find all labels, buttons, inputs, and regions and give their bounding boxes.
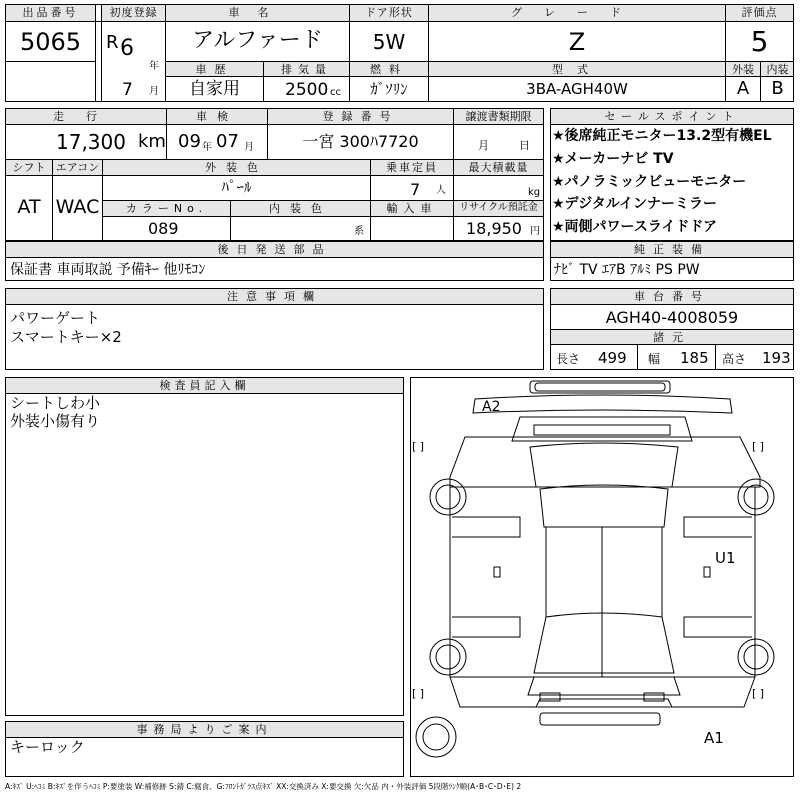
bracket-left-top: [ ] <box>412 440 425 453</box>
import-label: 輸入車 <box>386 202 438 215</box>
reg-month-unit: 月 <box>149 86 159 97</box>
capacity-label: 乗車定員 <box>386 161 438 174</box>
ext-grade: A <box>736 78 750 99</box>
inspect-label: 車検 <box>196 110 238 123</box>
plate-number: 一宮 300ﾊ7720 <box>302 132 419 151</box>
mileage-label: 走行 <box>53 110 119 123</box>
note-line: スマートキー×2 <box>10 328 122 346</box>
colorno-label: カラーNo. <box>125 202 208 215</box>
width: 185 <box>680 349 709 367</box>
inspect-month-unit: 月 <box>244 142 254 153</box>
plate-label: 登録番号 <box>322 110 399 123</box>
office-note: キーロック <box>10 738 85 756</box>
mileage-unit: km <box>138 131 166 152</box>
fuel: ｶﾞｿﾘﾝ <box>370 80 408 98</box>
load-label: 最大積載量 <box>468 161 529 174</box>
sales-item: ★パノラミックビューモニター <box>552 174 747 190</box>
bracket-right-bottom: [ ] <box>752 687 765 700</box>
sales-item: ★両側パワースライドドア <box>552 219 718 235</box>
damage-mark-a1: A1 <box>704 729 724 747</box>
reg-year: 6 <box>120 36 134 61</box>
damage-mark-a2: A2 <box>482 399 501 415</box>
reg-era: R <box>106 32 119 53</box>
chassis-label: 車台番号 <box>634 290 710 303</box>
later-label: 後日発送部品 <box>217 243 332 256</box>
int-label: 内装 <box>766 63 789 76</box>
model-label: 型式 <box>552 63 602 76</box>
history: 自家用 <box>189 79 240 99</box>
bracket-left-bottom: [ ] <box>412 687 425 700</box>
later-parts: 保証書 車両取説 予備ｷｰ 他ﾘﾓｺﾝ <box>10 262 206 278</box>
displacement: 2500 <box>285 80 329 100</box>
history-label: 車歴 <box>195 63 234 76</box>
intcolor-unit: 系 <box>354 226 364 237</box>
car-diagram <box>410 377 794 777</box>
capacity-unit: 人 <box>436 185 446 196</box>
fuel-label: 燃料 <box>370 63 408 76</box>
inspect-year-unit: 年 <box>202 142 212 153</box>
shift: AT <box>17 196 41 218</box>
inspector-line: シートしわ小 <box>10 394 101 412</box>
exterior-color: ﾊﾟｰﾙ <box>221 178 252 196</box>
int-grade: B <box>771 78 784 99</box>
reg-year-unit: 年 <box>149 61 159 72</box>
name-label: 車名 <box>228 6 287 19</box>
lot-number: 5065 <box>19 28 82 56</box>
transfer-day: 日 <box>519 139 530 152</box>
recycle-unit: 円 <box>530 226 540 237</box>
equipment: ﾅﾋﾞ TV ｴｱB ｱﾙﾐ PS PW <box>554 262 700 278</box>
door-label: ドア形状 <box>365 6 413 19</box>
chassis-number: AGH40-4008059 <box>605 308 739 327</box>
equip-label: 純正装備 <box>634 243 710 256</box>
recycle-label: リサイクル預託金 <box>459 202 538 213</box>
notes-label: 注意事項欄 <box>227 290 322 303</box>
lot-label: 出品番号 <box>22 6 79 19</box>
inspect-year: 09 <box>178 131 201 152</box>
score-label: 評価点 <box>741 6 778 19</box>
reg-month: 7 <box>122 80 133 100</box>
height: 193 <box>762 349 791 367</box>
mileage: 17,300 <box>56 130 126 154</box>
score: 5 <box>750 25 769 58</box>
disp-unit: cc <box>330 87 341 98</box>
dims-label: 諸元 <box>653 331 691 344</box>
note-line: パワーゲート <box>10 309 101 327</box>
door-type: 5W <box>372 30 406 54</box>
car-name: アルファード <box>192 28 323 53</box>
transfer-month: 月 <box>478 139 489 152</box>
height-label: 高さ <box>722 352 747 366</box>
sales-item: ★デジタルインナーミラー <box>552 196 718 212</box>
length: 499 <box>598 349 627 367</box>
sales-item: ★後席純正モニター13.2型有機EL <box>552 128 772 144</box>
bracket-right-top: [ ] <box>752 440 765 453</box>
grade: Z <box>568 28 586 56</box>
color-label: 外装色 <box>205 161 268 174</box>
sales-item: ★メーカーナビ TV <box>552 151 674 167</box>
ext-label: 外装 <box>732 63 754 76</box>
inspector-label: 検査員記入欄 <box>159 379 250 392</box>
length-label: 長さ <box>556 352 581 366</box>
intcolor-label: 内装色 <box>269 202 332 215</box>
load-unit: kg <box>528 187 541 198</box>
reg-label: 初度登録 <box>109 6 158 19</box>
inspector-line: 外装小傷有り <box>10 412 101 430</box>
grade-label: グレード <box>511 6 643 19</box>
office-label: 事務局よりご案内 <box>136 723 273 736</box>
transfer-label: 譲渡書類期限 <box>465 110 532 123</box>
color-number: 089 <box>148 219 179 238</box>
disp-label: 排気量 <box>281 63 332 76</box>
ac: WAC <box>55 196 100 218</box>
model-code: 3BA-AGH40W <box>526 80 628 98</box>
inspect-month: 07 <box>216 131 239 152</box>
recycle-fee: 18,950 <box>466 219 522 238</box>
sales-label: セールスポイント <box>604 110 740 123</box>
width-label: 幅 <box>648 352 661 366</box>
capacity: 7 <box>410 180 421 199</box>
ac-label: エアコン <box>55 161 100 174</box>
damage-mark-u1: U1 <box>715 549 736 567</box>
legend: A:ｷｽﾞ U:ﾍｺﾐ B:ｷｽﾞを伴うﾍｺﾐ P:要塗装 W:補修跡 S:錆 C:腐食、G:ﾌﾛﾝﾄｶﾞﾗｽ点ｷｽﾞ XX:交換済み X:要交換 欠:欠品 内・外装評価 5段階ﾗﾝｸ順(A･B･C･D･E) 2 <box>5 782 522 791</box>
shift-label: シフト <box>12 161 46 174</box>
